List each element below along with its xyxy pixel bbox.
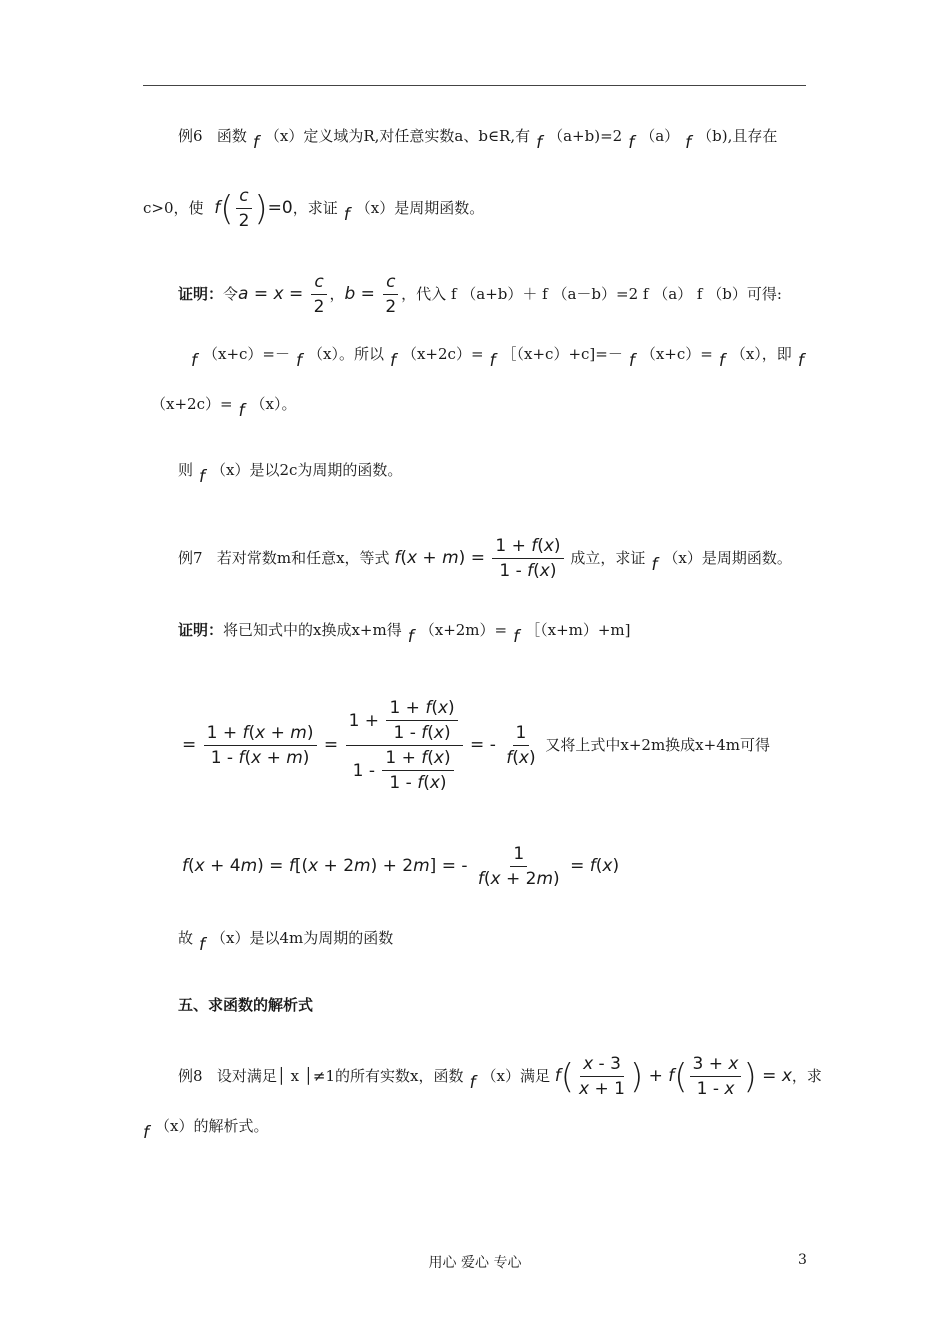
- header-rule: [143, 85, 806, 86]
- page-number: 3: [798, 1252, 807, 1268]
- example-6-line-1: 例6 函数 f （x）定义域为R,对任意实数a、b∈R,有 f （a+b)=2 f （a） f （b),且存在: [178, 127, 778, 153]
- section-5-title: 五、求函数的解析式: [178, 996, 314, 1014]
- example-7-line: 例7 若对常数m和任意x，等式 f(x + m) = $\frac{1 + f(x)}{1 - f(x)}$ 成立，求证 f （x）是周期函数。: [178, 536, 792, 581]
- proof-7-equation-2: f(x + 4m) = f[(x + 2m) + 2m] = - $\frac{1}{f(x + 2m)}$ = f(x): [182, 844, 620, 889]
- proof-6-line-1: 证明：令a = x = $\frac{c}{2}$ ，b = $\frac{c}{2}$ ，代入 f （a+b）＋ f （a－b）=2 f （a） f （b）可得:: [178, 272, 782, 317]
- proof-7-conclusion: 故 f （x）是以4m为周期的函数: [178, 929, 394, 955]
- proof-6-line-2: f （x+c）=－ f （x）。所以 f （x+2c）= f ［（x+c）+c]=－ f （x+c）= f （x），即 f: [191, 345, 804, 371]
- proof-7-line-1: 证明：将已知式中的x换成x+m得 f （x+2m）= f ［（x+m）+m]: [178, 621, 631, 647]
- example-6-line-2: c>0，使 f( $\frac{c}{2}$ )=0，求证 f （x）是周期函数。: [143, 186, 485, 231]
- example-8-line-2: f （x）的解析式。: [143, 1117, 269, 1143]
- proof-6-conclusion: 则 f （x）是以2c为周期的函数。: [178, 461, 403, 487]
- example-8-line-1: 例8 设对满足│ x │≠1的所有实数x，函数 f （x）满足 f( $\frac{x - 3}{x + 1}$ ) + f( $\frac{3 + x}{1 - x}$ ) = x，求: [178, 1054, 822, 1099]
- proof-7-equation-1: = $\frac{1 + f(x + m)}{1 - f(x + m)}$ = 1 + $\frac{1 + f(x)}{1 - f(x)}$ 1 - $\frac{1 + f(x)}{1 - f(x)}$ = - $\frac{1}{f(x)}$ 又将上式中x+2m换成x+4m可得: [182, 698, 770, 793]
- proof-6-line-3: （x+2c）= f （x）。: [151, 395, 297, 421]
- footer-text: 用心 爱心 专心: [428, 1255, 522, 1271]
